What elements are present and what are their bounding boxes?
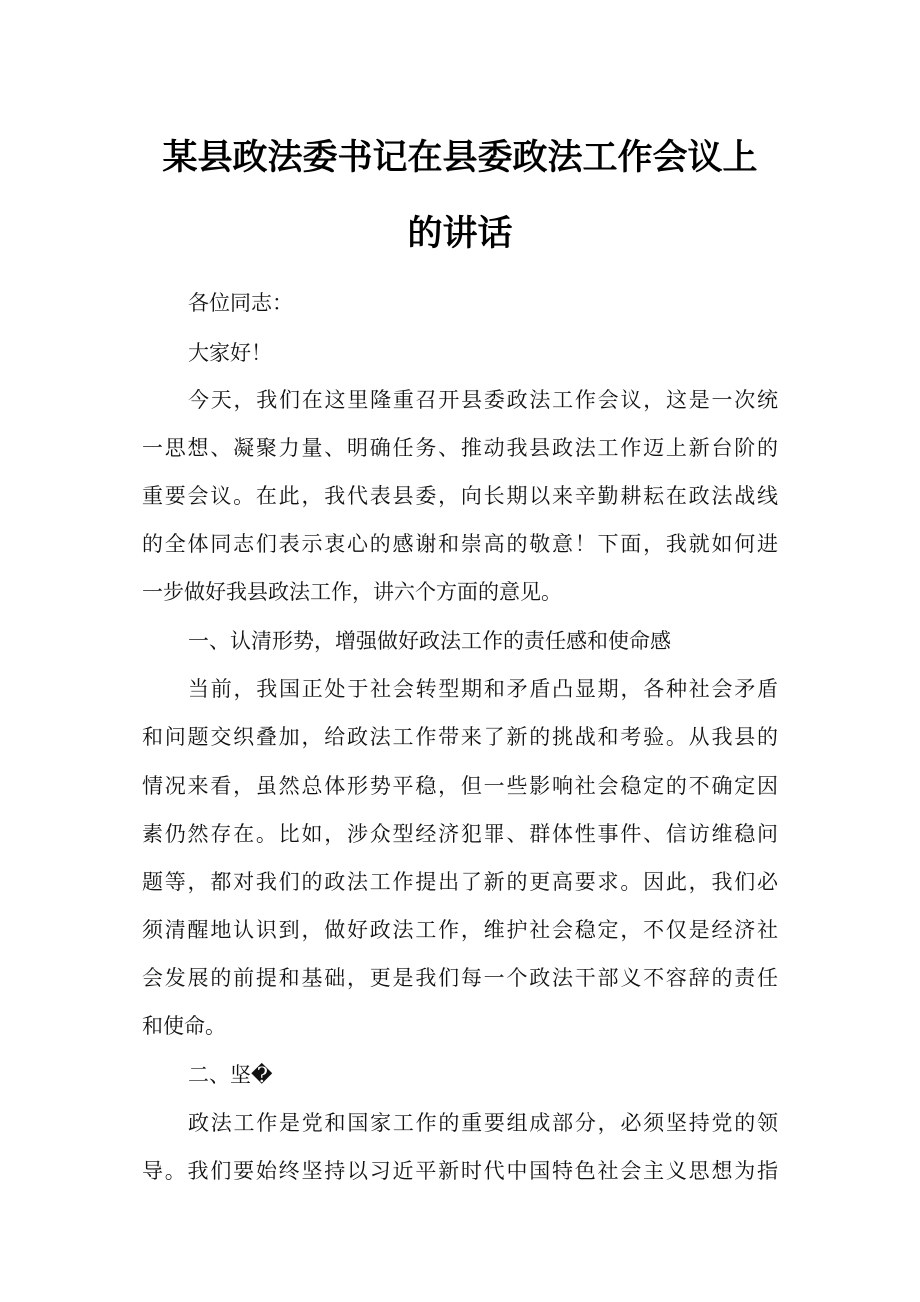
paragraph-line: 会发展的前提和基础，更是我们每一个政法干部义不容辞的责任 <box>142 966 778 990</box>
paragraph-line: 今天，我们在这里隆重召开县委政法工作会议，这是一次统 <box>188 388 778 412</box>
paragraph-line: 的全体同志们表示衷心的感谢和崇高的敬意！下面，我就如何进 <box>142 532 778 556</box>
paragraph-line: 一步做好我县政法工作，讲六个方面的意见。 <box>142 580 562 604</box>
section-heading-1: 一、认清形势，增强做好政法工作的责任感和使命感 <box>188 629 671 653</box>
paragraph-line: 导。我们要始终坚持以习近平新时代中国特色社会主义思想为指 <box>142 1159 778 1183</box>
paragraph-line: 一思想、凝聚力量、明确任务、推动我县政法工作迈上新台阶的 <box>142 436 778 460</box>
salutation: 各位同志： <box>188 291 293 315</box>
document-title-line-2: 的讲话 <box>407 214 513 254</box>
paragraph-line: 重要会议。在此，我代表县委，向长期以来辛勤耕耘在政法战线 <box>142 484 778 508</box>
paragraph-line: 须清醒地认识到，做好政法工作，维护社会稳定，不仅是经济社 <box>142 918 778 942</box>
paragraph-line: 素仍然存在。比如，涉众型经济犯罪、群体性事件、信访维稳问 <box>142 822 778 846</box>
paragraph-line: 当前，我国正处于社会转型期和矛盾凸显期，各种社会矛盾 <box>188 677 778 701</box>
paragraph-line: 和使命。 <box>142 1014 226 1038</box>
greeting: 大家好！ <box>188 341 272 365</box>
paragraph-line: 情况来看，虽然总体形势平稳，但一些影响社会稳定的不确定因 <box>142 774 778 798</box>
section-heading-2: 二、坚� <box>188 1063 273 1087</box>
paragraph-line: 政法工作是党和国家工作的重要组成部分，必须坚持党的领 <box>188 1111 778 1135</box>
paragraph-line: 和问题交织叠加，给政法工作带来了新的挑战和考验。从我县的 <box>142 725 778 749</box>
document-title-line-1: 某县政法委书记在县委政法工作会议上 <box>162 138 758 178</box>
paragraph-line: 题等，都对我们的政法工作提出了新的更高要求。因此，我们必 <box>142 870 778 894</box>
